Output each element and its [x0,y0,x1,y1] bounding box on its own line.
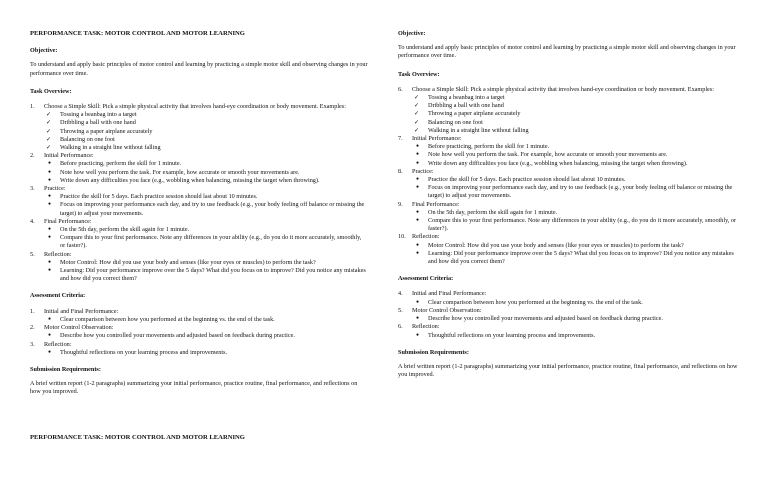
bullet-text: Describe how you controlled your movements and adjusted based on feedback during practice. [60,332,295,340]
checklist-text: Tossing a beanbag into a target [428,94,505,102]
bullet-icon: ● [48,161,52,167]
bullet-item [30,193,368,201]
assessment-criteria-heading: Assessment Criteria: [30,292,86,300]
item-text: Practice: [412,167,434,175]
list-item [30,103,368,111]
bullet-text: Thoughtful reflections on your learning process and improvements. [60,348,228,356]
bullet-item [30,201,368,217]
bullet-text: On the 5th day, perform the skill again for 1 minute. [428,208,558,216]
bullet-icon: ● [48,349,52,355]
list-item [398,323,738,331]
checkmark-icon: ✓ [46,127,52,135]
checklist-item [30,136,368,144]
checkmark-icon: ✓ [414,126,420,134]
assessment-criteria-heading: Assessment Criteria: [398,275,454,283]
submission-heading: Submission Requirements: [398,348,469,356]
bullet-item [398,315,738,323]
task-list [398,86,738,266]
bullet-icon: ● [416,185,420,191]
bullet-item [30,259,368,267]
bullet-item [398,143,738,151]
bullet-item [398,217,738,233]
bullet-item [30,234,368,250]
bullet-text: Note how well you perform the task. For example, how accurate or smooth your movements are. [60,168,300,176]
bullet-icon: ● [416,152,420,158]
item-number: 3. [30,340,35,348]
bullet-icon: ● [416,332,420,338]
item-text: Reflection: [412,323,440,331]
item-text: Initial and Final Performance: [44,307,119,315]
list-item [30,218,368,226]
bullet-text: Focus on improving your performance each day, and try to use feedback (e.g., your body feeling off balance or missing the target) to adjust your movements. [60,201,365,217]
bullet-text: Compare this to your first performance. Note any differences in your ability (e.g., do you do it more accurately, smoothly, or faster?). [428,217,737,233]
checklist-item [30,144,368,152]
bullet-icon: ● [48,259,52,265]
bullet-text: Motor Control: How did you use your body and senses (like your eyes or muscles) to perform the task? [60,258,316,266]
checklist-text: Balancing on one foot [60,135,115,143]
bullet-icon: ● [416,177,420,183]
bullet-item [30,169,368,177]
item-text: Motor Control Observation: [412,306,482,314]
bullet-icon: ● [48,268,52,274]
bullet-text: Describe how you controlled your movements and adjusted based on feedback during practice. [428,315,663,323]
bullet-item [398,184,738,200]
item-text: Initial Performance: [44,152,94,160]
list-item [398,168,738,176]
item-text: Final Performance: [44,217,92,225]
bullet-icon: ● [48,227,52,233]
submission-text: A brief written report (1-2 paragraphs) summarizing your initial performance, practice routine, final performance, and reflections on how you improved. [398,362,738,379]
checklist-text: Walking in a straight line without falling [60,144,161,152]
bullet-icon: ● [48,235,52,241]
bullet-text: Learning: Did your performance improve over the 5 days? What did you focus on to improve? Did you notice any mistakes and how did you correct them? [428,249,734,266]
bullet-icon: ● [416,218,420,224]
checklist-text: Dribbling a ball with one hand [428,102,504,110]
checklist-text: Walking in a straight line without falling [428,126,529,134]
bullet-text: Write down any difficulties you face (e.g., wobbling when balancing, missing the target when throwing). [428,159,688,167]
list-item [30,324,368,332]
bullet-icon: ● [48,177,52,183]
bullet-icon: ● [416,160,420,166]
checkmark-icon: ✓ [414,102,420,110]
bullet-item [30,226,368,234]
item-number: 4. [398,290,403,298]
checkmark-icon: ✓ [46,144,52,152]
bullet-icon: ● [416,316,420,322]
checklist-item [398,110,738,118]
list-item [30,185,368,193]
item-number: 5. [398,306,403,314]
bullet-icon: ● [416,242,420,248]
left-page [30,0,368,407]
bullet-text: Practice the skill for 5 days. Each practice session should last about 10 minutes. [428,176,626,184]
checklist-item [398,102,738,110]
right-page [398,30,738,389]
bullet-item [398,332,738,340]
bullet-item [30,316,368,324]
item-number: 4. [30,217,35,225]
checklist-text: Dribbling a ball with one hand [60,119,136,127]
task-overview-heading: Task Overview: [398,70,440,78]
bullet-icon: ● [48,194,52,200]
list-item [398,86,738,94]
bullet-text: Clear comparison between how you performed at the beginning vs. the end of the task. [60,315,275,323]
item-number: 6. [398,85,403,93]
item-number: 3. [30,185,35,193]
list-item [398,307,738,315]
bullet-text: Thoughtful reflections on your learning process and improvements. [428,331,596,339]
item-number: 7. [398,135,403,143]
bullet-icon: ● [48,333,52,339]
item-text: Reflection: [412,233,440,241]
bullet-text: On the 5th day, perform the skill again for 1 minute. [60,226,190,234]
checklist-item [398,127,738,135]
list-item [30,251,368,259]
bullet-icon: ● [416,250,420,256]
checklist-item [30,111,368,119]
item-number: 1. [30,103,35,111]
bullet-text: Before practicing, perform the skill for 1 minute. [428,143,550,151]
checkmark-icon: ✓ [46,135,52,143]
checklist-text: Tossing a beanbag into a target [60,111,137,119]
task-list [30,103,368,283]
next-page-title: PERFORMANCE TASK: MOTOR CONTROL AND MOTOR LEARNING [30,434,245,441]
list-item [30,341,368,349]
objective-text: To understand and apply basic principles of motor control and learning by practicing a simple motor skill and observing changes in your performance over time. [398,44,736,60]
item-number: 2. [30,152,35,160]
item-number: 1. [30,307,35,315]
item-text: Motor Control Observation: [44,324,114,332]
checkmark-icon: ✓ [414,118,420,126]
item-number: 8. [398,167,403,175]
item-number: 9. [398,200,403,208]
bullet-icon: ● [416,144,420,150]
objective-heading: Objective: [398,30,426,37]
checklist-item [398,94,738,102]
list-item [398,290,738,298]
list-item [398,233,738,241]
checkmark-icon: ✓ [46,111,52,119]
criteria-list [30,308,368,357]
bullet-item [398,250,738,266]
bullet-item [30,160,368,168]
bullet-item [398,176,738,184]
bullet-item [30,332,368,340]
task-overview-heading: Task Overview: [30,87,72,95]
checklist-text: Throwing a paper airplane accurately [428,110,521,118]
item-text: Final Performance: [412,200,460,208]
objective-heading: Objective: [30,47,58,55]
list-item [30,152,368,160]
checkmark-icon: ✓ [414,110,420,118]
item-number: 6. [398,323,403,331]
bullet-text: Clear comparison between how you performed at the beginning vs. the end of the task. [428,298,643,306]
bullet-text: Note how well you perform the task. For example, how accurate or smooth your movements are. [428,151,668,159]
list-item [398,201,738,209]
bullet-text: Motor Control: How did you use your body and senses (like your eyes or muscles) to perform the task? [428,241,684,249]
bullet-item [30,177,368,185]
bullet-item [398,151,738,159]
item-text: Initial and Final Performance: [412,290,487,298]
item-text: Initial Performance: [412,135,462,143]
bullet-item [30,349,368,357]
bullet-item [398,160,738,168]
item-text: Reflection: [44,250,72,258]
submission-text: A brief written report (1-2 paragraphs) summarizing your initial performance, practice routine, final performance, and reflections on how you improved. [30,380,358,396]
checklist-item [30,119,368,127]
item-text: Reflection: [44,340,72,348]
submission-heading: Submission Requirements: [30,365,101,373]
bullet-text: Focus on improving your performance each day, and try to use feedback (e.g., your body feeling off balance or missing the target) to adjust your movements. [428,184,733,200]
document-title: PERFORMANCE TASK: MOTOR CONTROL AND MOTOR LEARNING [30,30,245,37]
item-number: 5. [30,250,35,258]
bullet-item [398,242,738,250]
bullet-icon: ● [48,202,52,208]
checkmark-icon: ✓ [46,119,52,127]
checklist-item [398,119,738,127]
checklist-item [30,128,368,136]
bullet-icon: ● [48,316,52,322]
item-number: 10. [398,233,406,241]
checkmark-icon: ✓ [414,94,420,102]
list-item [30,308,368,316]
checklist-text: Throwing a paper airplane accurately [60,127,153,135]
checklist-text: Balancing on one foot [428,118,483,126]
objective-text: To understand and apply basic principles of motor control and learning by practicing a simple motor skill and observing changes in your performance over time. [30,61,368,77]
criteria-list [398,290,738,339]
bullet-text: Before practicing, perform the skill for 1 minute. [60,160,182,168]
bullet-icon: ● [416,209,420,215]
list-item [398,135,738,143]
bullet-text: Practice the skill for 5 days. Each practice session should last about 10 minutes. [60,193,258,201]
item-number: 2. [30,324,35,332]
bullet-text: Compare this to your first performance. Note any differences in your ability (e.g., do you do it more accurately, smoothly, or faster?). [60,234,362,250]
bullet-text: Write down any difficulties you face (e.g., wobbling when balancing, missing the target when throwing). [60,176,320,184]
item-text: Choose a Simple Skill: Pick a simple physical activity that involves hand-eye coordination or body movement. Examples: [412,85,714,93]
bullet-item [398,299,738,307]
bullet-icon: ● [416,299,420,305]
bullet-icon: ● [48,169,52,175]
bullet-item [398,209,738,217]
item-text: Practice: [44,185,66,193]
bullet-text: Learning: Did your performance improve over the 5 days? What did you focus on to improve? Did you notice any mistakes and how did you correct them? [60,267,366,283]
item-text: Choose a Simple Skill: Pick a simple physical activity that involves hand-eye coordination or body movement. Examples: [44,103,346,111]
bullet-item [30,267,368,283]
